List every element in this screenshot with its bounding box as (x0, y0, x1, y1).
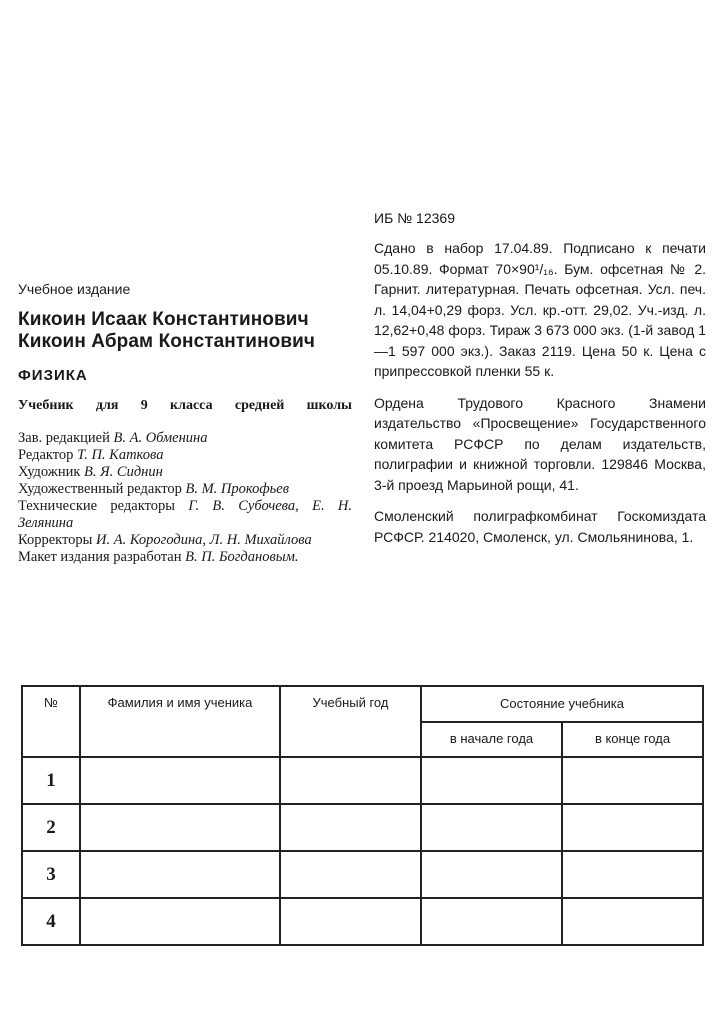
credits-list (18, 430, 352, 566)
credit-line (18, 447, 352, 464)
cell-school-year[interactable] (280, 804, 421, 851)
credit-name: И. А. Корогодина, Л. Н. Михайлова (96, 532, 312, 548)
header-school-year: Учебный год (280, 686, 421, 757)
table-row (22, 804, 703, 851)
cell-state-end[interactable] (562, 898, 703, 945)
subtitle-word: для (95, 398, 119, 413)
credit-line (18, 430, 352, 447)
credit-name: В. А. Обменина (113, 430, 208, 446)
subtitle-word: 9 (140, 398, 148, 413)
textbook-usage-table (21, 685, 704, 946)
cell-state-end[interactable] (562, 804, 703, 851)
cell-school-year[interactable] (280, 898, 421, 945)
credit-line (18, 498, 352, 532)
header-textbook-state: Состояние учебника (421, 686, 703, 722)
row-number: 4 (22, 898, 80, 945)
row-number: 1 (22, 757, 80, 804)
author-1: Кикоин Исаак Константинович (18, 309, 309, 330)
subtitle-word: класса (170, 398, 213, 413)
cell-student-name[interactable] (80, 851, 280, 898)
book-title: ФИЗИКА (18, 367, 88, 384)
print-details: Сдано в набор 17.04.89. Подписано к печати 05.10.89. Формат 70×90¹/₁₆. Бум. офсетная № 2. Гарнит. литературная. Печать офсетная. Усл. печ. л. 14,04+0,29 форз. Усл. кр.-отт. 29,02. Уч.-изд. л. 12,62+0,48 форз. Тираж 3 673 000 экз. (1-й завод 1—1 597 000 экз.). Заказ 2119. Цена 50 к. Цена с припрессовкой пленки 55 к. (374, 240, 706, 379)
cell-state-end[interactable] (562, 851, 703, 898)
row-number: 2 (22, 804, 80, 851)
credit-line (18, 481, 352, 498)
subtitle-word: Учебник (18, 398, 74, 413)
author-2: Кикоин Абрам Константинович (18, 331, 316, 352)
cell-state-start[interactable] (421, 804, 562, 851)
header-state-end: в конце года (562, 722, 703, 757)
ib-number: ИБ № 12369 (374, 210, 455, 226)
credit-role: Художественный редактор (18, 481, 182, 497)
subtitle-word: школы (306, 398, 352, 413)
credit-name: В. М. Прокофьев (185, 481, 289, 497)
credit-role: Макет издания разработан (18, 549, 182, 565)
credit-name: Т. П. Каткова (77, 447, 164, 463)
header-student-name: Фамилия и имя ученика (80, 686, 280, 757)
credit-line (18, 549, 352, 566)
edition-type: Учебное издание (18, 281, 131, 297)
cell-student-name[interactable] (80, 804, 280, 851)
credit-name: Г. В. Субочева, Е. Н. Зелянина (18, 498, 352, 531)
imprint-right-column (374, 210, 706, 558)
printer-info: Смоленский полиграфкомбинат Госкомиздата РСФСР. 214020, Смоленск, ул. Смольянинова, 1. (374, 508, 706, 545)
cell-student-name[interactable] (80, 898, 280, 945)
row-number: 3 (22, 851, 80, 898)
cell-school-year[interactable] (280, 757, 421, 804)
cell-state-end[interactable] (562, 757, 703, 804)
cell-state-start[interactable] (421, 898, 562, 945)
publisher-info: Ордена Трудового Красного Знамени издательство «Просвещение» Государственного комитета РСФСР по делам издательств, полиграфии и книжной торговли. 129846 Москва, 3-й проезд Марьиной рощи, 41. (374, 394, 706, 493)
cell-state-start[interactable] (421, 851, 562, 898)
header-number: № (22, 686, 80, 757)
table-row (22, 898, 703, 945)
credit-role: Художник (18, 464, 81, 480)
credit-line (18, 532, 352, 549)
cell-student-name[interactable] (80, 757, 280, 804)
credit-line (18, 464, 352, 481)
imprint-left-column (18, 281, 352, 566)
textbook-usage-table-wrapper (21, 685, 704, 946)
table-row (22, 757, 703, 804)
subtitle-word: средней (234, 398, 285, 413)
credit-role: Технические редакторы (18, 498, 175, 514)
credit-role: Зав. редакцией (18, 430, 110, 446)
credit-name: В. П. Богдановым. (185, 549, 299, 565)
credit-role: Корректоры (18, 532, 93, 548)
table-header-row (22, 686, 703, 722)
cell-state-start[interactable] (421, 757, 562, 804)
credit-role: Редактор (18, 447, 74, 463)
header-state-start: в начале года (421, 722, 562, 757)
table-row (22, 851, 703, 898)
cell-school-year[interactable] (280, 851, 421, 898)
credit-name: В. Я. Сиднин (84, 464, 163, 480)
book-subtitle (18, 398, 352, 414)
